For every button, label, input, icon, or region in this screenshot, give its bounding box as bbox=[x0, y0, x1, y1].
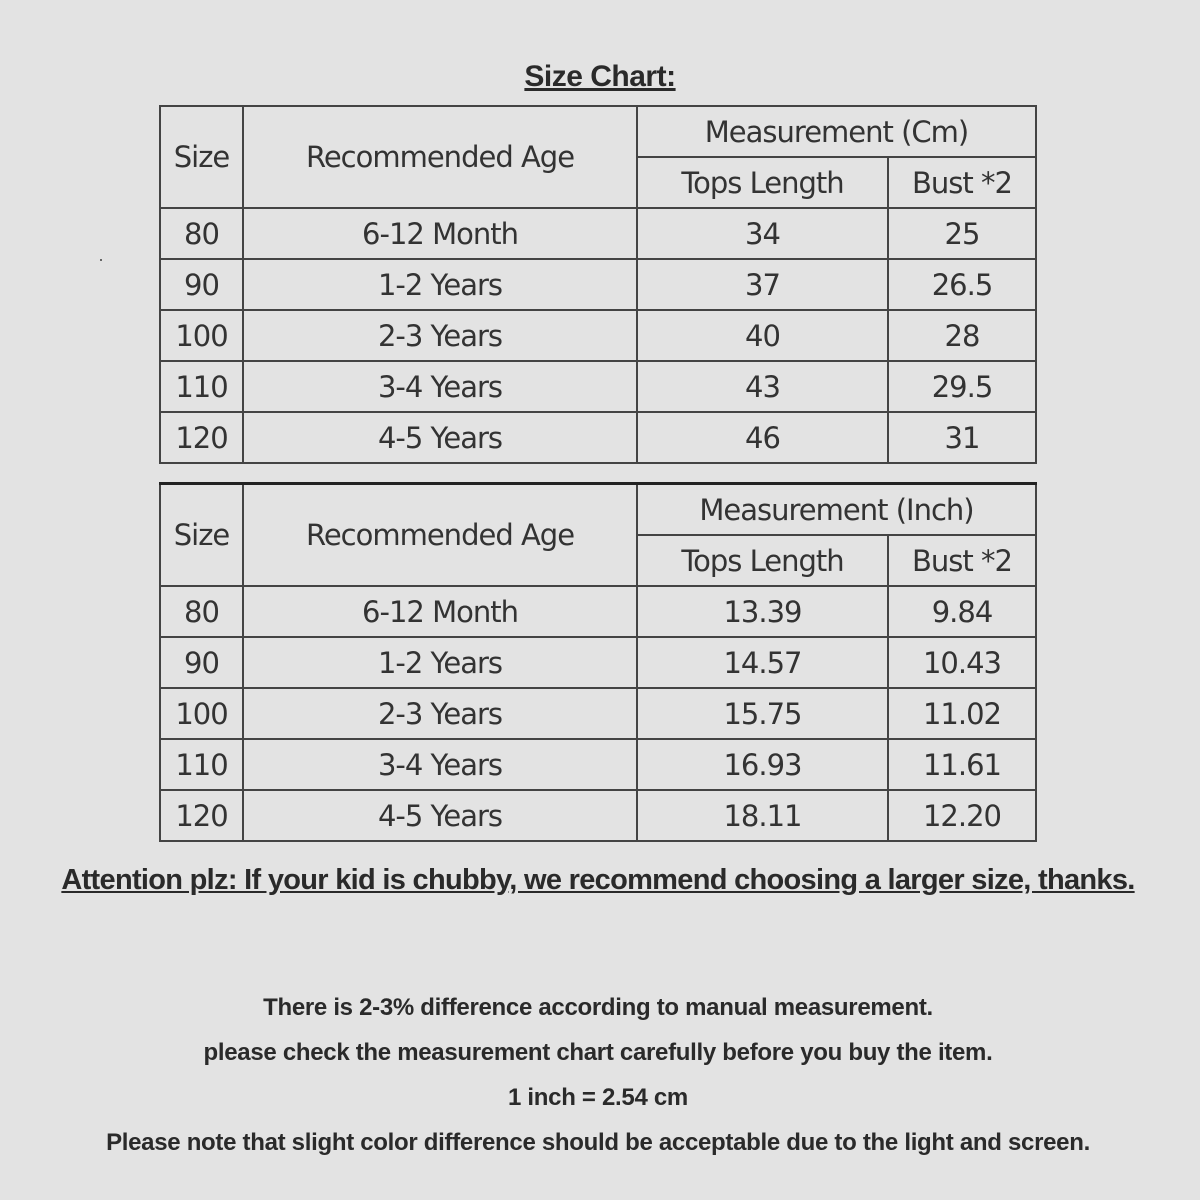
table-row bbox=[160, 688, 1036, 739]
header-measurement: Measurement (Cm) bbox=[637, 106, 1036, 157]
cell-size: 80 bbox=[160, 586, 243, 637]
note-line: please check the measurement chart carefully before you buy the item. bbox=[203, 1039, 993, 1066]
cell-bust: 26.5 bbox=[888, 259, 1036, 310]
cell-bust: 28 bbox=[888, 310, 1036, 361]
header-recommended-age: Recommended Age bbox=[243, 484, 637, 587]
size-table-inch bbox=[159, 482, 1037, 842]
cell-bust: 25 bbox=[888, 208, 1036, 259]
cell-age: 2-3 Years bbox=[243, 310, 637, 361]
cell-bust: 12.20 bbox=[888, 790, 1036, 841]
table-row bbox=[160, 637, 1036, 688]
cell-size: 90 bbox=[160, 637, 243, 688]
cell-age: 3-4 Years bbox=[243, 361, 637, 412]
header-tops-length: Tops Length bbox=[637, 535, 888, 586]
cell-bust: 10.43 bbox=[888, 637, 1036, 688]
table-row bbox=[160, 310, 1036, 361]
cell-bust: 9.84 bbox=[888, 586, 1036, 637]
cell-tops-length: 40 bbox=[637, 310, 888, 361]
header-tops-length: Tops Length bbox=[637, 157, 888, 208]
header-bust: Bust *2 bbox=[888, 535, 1036, 586]
attention-note: Attention plz: If your kid is chubby, we recommend choosing a larger size, thanks. bbox=[61, 864, 1135, 896]
table-row bbox=[160, 586, 1036, 637]
cell-size: 120 bbox=[160, 790, 243, 841]
cell-size: 100 bbox=[160, 688, 243, 739]
table-row bbox=[160, 361, 1036, 412]
cell-tops-length: 18.11 bbox=[637, 790, 888, 841]
header-size: Size bbox=[160, 106, 243, 208]
cell-tops-length: 14.57 bbox=[637, 637, 888, 688]
cell-age: 4-5 Years bbox=[243, 790, 637, 841]
cell-tops-length: 37 bbox=[637, 259, 888, 310]
note-line: 1 inch = 2.54 cm bbox=[508, 1084, 688, 1111]
table-row bbox=[160, 412, 1036, 463]
cell-age: 2-3 Years bbox=[243, 688, 637, 739]
cell-age: 6-12 Month bbox=[243, 208, 637, 259]
cell-age: 3-4 Years bbox=[243, 739, 637, 790]
header-size: Size bbox=[160, 484, 243, 587]
cell-tops-length: 34 bbox=[637, 208, 888, 259]
cell-tops-length: 15.75 bbox=[637, 688, 888, 739]
cell-size: 100 bbox=[160, 310, 243, 361]
header-recommended-age: Recommended Age bbox=[243, 106, 637, 208]
header-measurement: Measurement (Inch) bbox=[637, 484, 1036, 536]
cell-tops-length: 16.93 bbox=[637, 739, 888, 790]
table-row bbox=[160, 208, 1036, 259]
cell-tops-length: 43 bbox=[637, 361, 888, 412]
cell-age: 1-2 Years bbox=[243, 637, 637, 688]
cell-tops-length: 46 bbox=[637, 412, 888, 463]
stray-dot bbox=[100, 259, 102, 261]
cell-bust: 31 bbox=[888, 412, 1036, 463]
cell-size: 120 bbox=[160, 412, 243, 463]
cell-size: 110 bbox=[160, 739, 243, 790]
cell-bust: 11.02 bbox=[888, 688, 1036, 739]
table-row bbox=[160, 739, 1036, 790]
note-line: Please note that slight color difference should be acceptable due to the light and screen. bbox=[106, 1129, 1090, 1156]
size-table-cm bbox=[159, 105, 1037, 464]
cell-age: 6-12 Month bbox=[243, 586, 637, 637]
cell-size: 110 bbox=[160, 361, 243, 412]
cell-size: 80 bbox=[160, 208, 243, 259]
size-chart-title: Size Chart: bbox=[524, 60, 676, 93]
cell-age: 4-5 Years bbox=[243, 412, 637, 463]
cell-tops-length: 13.39 bbox=[637, 586, 888, 637]
cell-bust: 29.5 bbox=[888, 361, 1036, 412]
header-bust: Bust *2 bbox=[888, 157, 1036, 208]
table-row bbox=[160, 259, 1036, 310]
note-line: There is 2-3% difference according to manual measurement. bbox=[263, 994, 933, 1021]
measurement-notes bbox=[0, 988, 1196, 1168]
table-row bbox=[160, 790, 1036, 841]
cell-age: 1-2 Years bbox=[243, 259, 637, 310]
cell-size: 90 bbox=[160, 259, 243, 310]
cell-bust: 11.61 bbox=[888, 739, 1036, 790]
